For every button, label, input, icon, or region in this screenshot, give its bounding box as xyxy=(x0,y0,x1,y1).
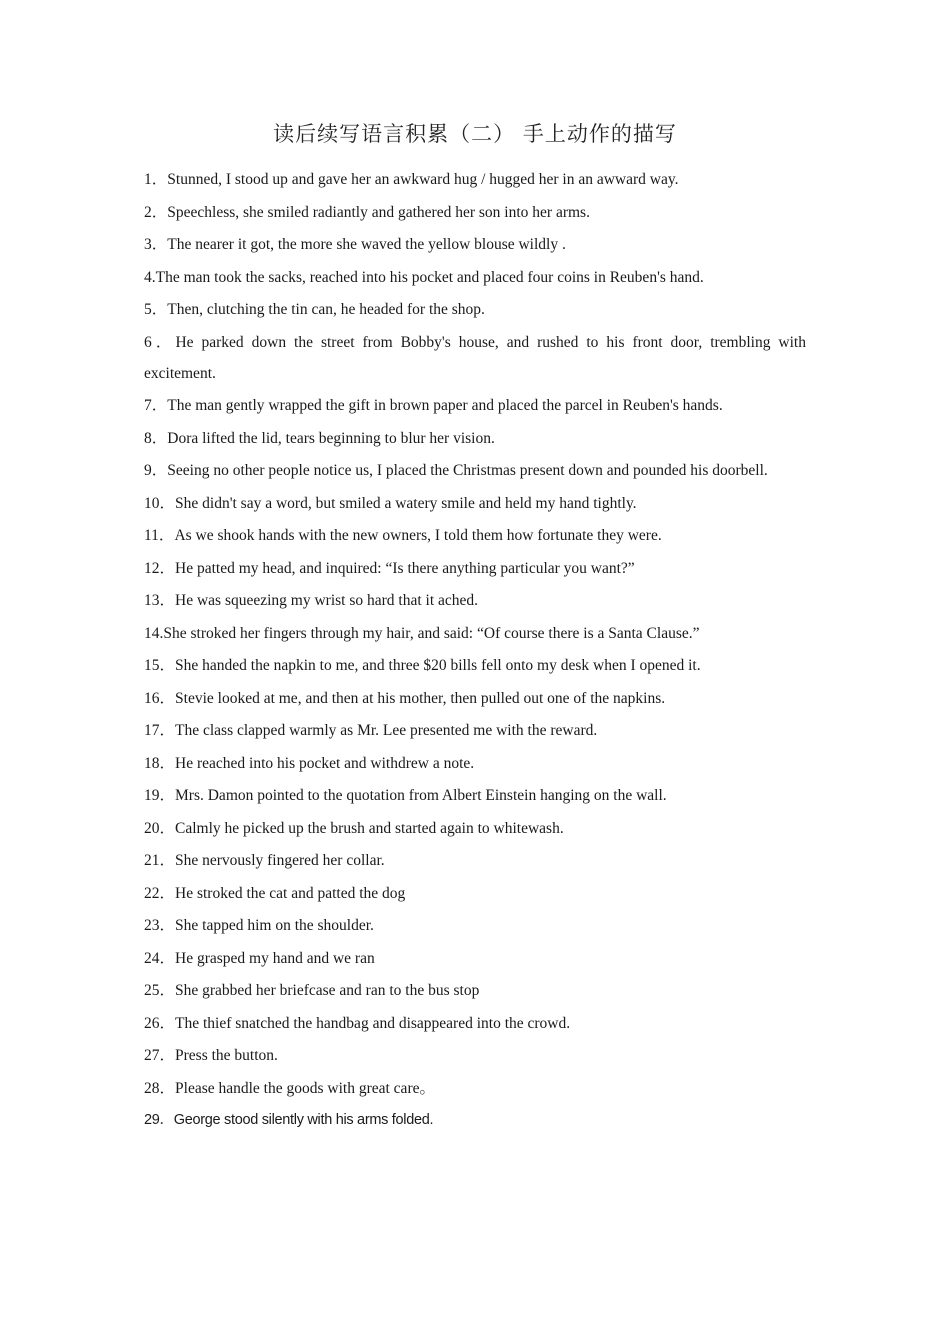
list-item xyxy=(144,294,806,325)
sentence-list xyxy=(144,164,806,1138)
item-number: 23． xyxy=(144,917,176,934)
list-item xyxy=(144,910,806,941)
item-number: 6． xyxy=(144,333,176,351)
page-title: 读后续写语言积累（二） 手上动作的描写 xyxy=(273,122,677,146)
list-item xyxy=(144,813,806,844)
item-number: 18． xyxy=(144,754,176,772)
list-item xyxy=(144,488,806,519)
item-number: 24． xyxy=(144,949,176,967)
item-text: Then, clutching the tin can, he headed for the shop. xyxy=(167,301,485,318)
list-item xyxy=(144,618,806,649)
list-item xyxy=(144,423,806,454)
item-text: Stevie looked at me, and then at his mother, then pulled out one of the napkins. xyxy=(175,689,666,707)
list-item xyxy=(144,943,806,974)
item-number: 15． xyxy=(144,657,176,674)
item-text: George stood silently with his arms folded. xyxy=(173,1112,434,1128)
item-text: Speechless, she smiled radiantly and gathered her son into her arms. xyxy=(167,203,590,221)
item-number: 14. xyxy=(144,624,164,642)
item-number: 11． xyxy=(144,527,175,544)
item-text: Mrs. Damon pointed to the quotation from Albert Einstein hanging on the wall. xyxy=(175,787,667,804)
list-item xyxy=(144,683,806,714)
item-number: 13． xyxy=(144,592,176,609)
item-number: 27． xyxy=(144,1047,176,1064)
item-text: Please handle the goods with great care。 xyxy=(175,1079,435,1097)
item-text: The thief snatched the handbag and disappeared into the crowd. xyxy=(175,1014,571,1032)
item-text: She grabbed her briefcase and ran to the bus stop xyxy=(175,982,480,999)
item-text: She handed the napkin to me, and three $20 bills fell onto my desk when I opened it. xyxy=(175,657,701,674)
item-text: Press the button. xyxy=(175,1047,278,1064)
item-number: 29． xyxy=(144,1112,174,1128)
list-item xyxy=(144,780,806,811)
item-number: 4. xyxy=(144,268,156,286)
list-item xyxy=(144,164,806,195)
list-item xyxy=(144,845,806,876)
item-number: 8． xyxy=(144,429,168,447)
item-number: 28． xyxy=(144,1079,176,1097)
item-text: She stroked her fingers through my hair, and said: “Of course there is a Santa Clause.” xyxy=(163,624,700,642)
item-text: The man took the sacks, reached into his pocket and placed four coins in Reuben's hand. xyxy=(155,268,704,286)
item-text: She didn't say a word, but smiled a watery smile and held my hand tightly. xyxy=(175,494,637,512)
list-item xyxy=(144,327,806,389)
list-item xyxy=(144,715,806,746)
item-text: He was squeezing my wrist so hard that it ached. xyxy=(175,592,479,609)
item-text: He reached into his pocket and withdrew a note. xyxy=(175,754,475,772)
item-text: He parked down the street from Bobby's house, and rushed to his front door, trembling with excitement. xyxy=(144,333,806,382)
item-text: She nervously fingered her collar. xyxy=(175,852,385,869)
item-text: Seeing no other people notice us, I placed the Christmas present down and pounded his doorbell. xyxy=(167,462,768,479)
list-item xyxy=(144,1073,806,1104)
item-number: 5． xyxy=(144,301,168,318)
list-item xyxy=(144,197,806,228)
item-text: Calmly he picked up the brush and started again to whitewash. xyxy=(175,819,564,837)
item-text: As we shook hands with the new owners, I told them how fortunate they were. xyxy=(174,527,662,544)
list-item xyxy=(144,878,806,909)
item-text: He patted my head, and inquired: “Is there anything particular you want?” xyxy=(175,559,635,577)
list-item xyxy=(144,520,806,551)
list-item xyxy=(144,975,806,1006)
item-number: 20． xyxy=(144,819,176,837)
item-text: She tapped him on the shoulder. xyxy=(175,917,374,934)
item-text: Dora lifted the lid, tears beginning to blur her vision. xyxy=(167,429,495,447)
item-number: 2． xyxy=(144,203,168,221)
item-number: 1． xyxy=(144,171,168,188)
item-number: 19． xyxy=(144,787,176,804)
item-number: 16． xyxy=(144,689,176,707)
list-item xyxy=(144,1040,806,1071)
item-number: 10． xyxy=(144,494,176,512)
list-item xyxy=(144,390,806,421)
item-text: He stroked the cat and patted the dog xyxy=(175,884,406,902)
list-item xyxy=(144,553,806,584)
list-item xyxy=(144,455,806,486)
item-number: 3． xyxy=(144,236,168,253)
list-item xyxy=(144,585,806,616)
item-number: 22． xyxy=(144,884,176,902)
item-text: Stunned, I stood up and gave her an awkward hug / hugged her in an awward way. xyxy=(167,171,679,188)
list-item xyxy=(144,262,806,293)
item-text: The nearer it got, the more she waved the yellow blouse wildly . xyxy=(167,236,566,253)
item-number: 9． xyxy=(144,462,168,479)
item-text: The man gently wrapped the gift in brown paper and placed the parcel in Reuben's hands. xyxy=(167,397,723,414)
item-number: 17． xyxy=(144,722,176,739)
list-item xyxy=(144,229,806,260)
item-number: 12． xyxy=(144,559,176,577)
item-number: 7． xyxy=(144,397,168,414)
list-item xyxy=(144,650,806,681)
item-number: 26． xyxy=(144,1014,176,1032)
list-item xyxy=(144,1008,806,1039)
list-item xyxy=(144,748,806,779)
item-text: The class clapped warmly as Mr. Lee presented me with the reward. xyxy=(175,722,598,739)
item-text: He grasped my hand and we ran xyxy=(175,949,375,967)
item-number: 21． xyxy=(144,852,176,869)
list-item xyxy=(144,1105,806,1136)
item-number: 25． xyxy=(144,982,176,999)
